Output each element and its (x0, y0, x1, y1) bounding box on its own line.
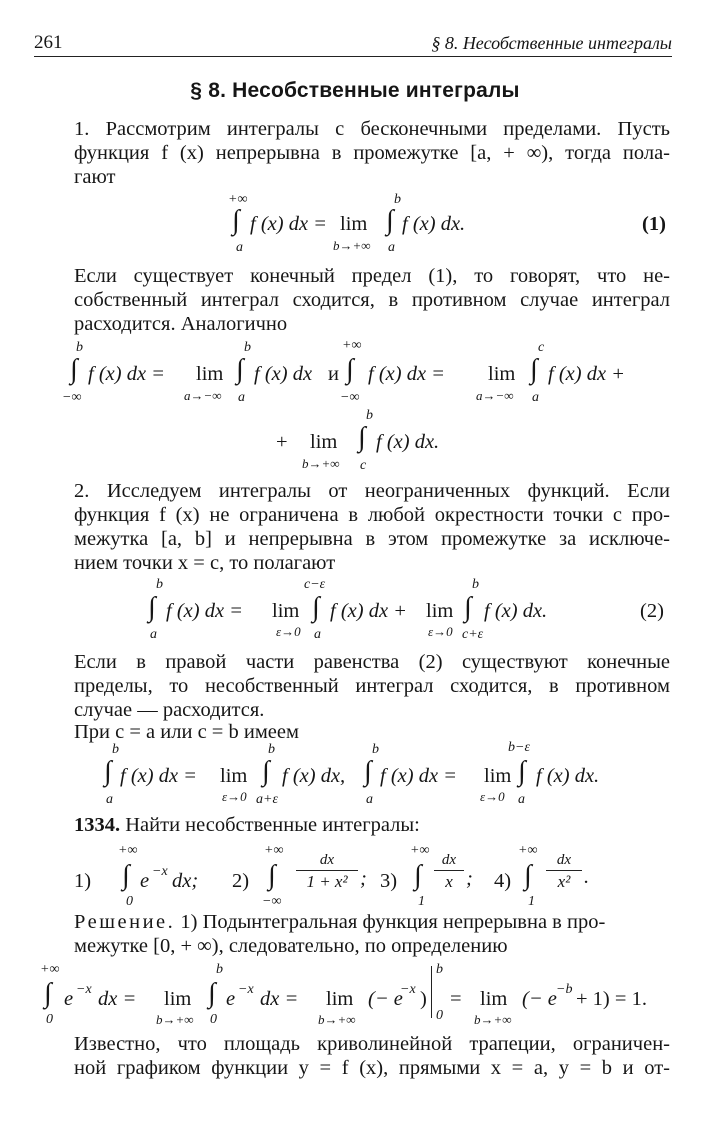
fraction-bar (546, 870, 582, 871)
f6-i2-upper: b (216, 962, 223, 977)
running-title: § 8. Несобственные интегралы (431, 33, 672, 53)
f5-i1-exp: −x (152, 864, 168, 879)
f5-i4-fraction (546, 852, 582, 892)
integral-sign: ∫ (358, 422, 366, 453)
f4-i4-lower: a (518, 792, 525, 807)
f5-i4-num: dx (556, 852, 572, 868)
f1-rhs-lower: a (388, 240, 395, 255)
f2-i1-lower: −∞ (62, 390, 82, 405)
fraction-bar (434, 870, 464, 871)
f1-rhs-upper: b (394, 192, 401, 207)
f5-i1-upper: +∞ (118, 843, 138, 858)
solution-line-1 (74, 910, 670, 935)
f6-i1-lower: 0 (46, 1012, 53, 1027)
f3-i1-lower: a (150, 627, 157, 642)
integral-sign: ∫ (268, 860, 276, 891)
f2-i2-lower: a (238, 390, 245, 405)
f2-i3-body: f (x) dx = (368, 363, 446, 385)
f2-i1-upper: b (76, 340, 83, 355)
f6-lim2-sub: b→+∞ (318, 1012, 356, 1027)
f4-lim2-sub: ε→0 (480, 789, 505, 804)
f6-i2-exp: −x (238, 982, 254, 997)
problem-number: 1334. (74, 814, 121, 836)
f2-i3-lower: −∞ (340, 390, 360, 405)
f4-i3-body: f (x) dx = (380, 765, 458, 787)
f2-plus: + (276, 431, 288, 453)
f2-i5-body: f (x) dx. (376, 431, 440, 453)
integral-sign: ∫ (464, 592, 472, 623)
f1-lim: lim (340, 213, 368, 235)
f5-i2-num: dx (319, 852, 335, 868)
header-rule (34, 56, 672, 57)
f3-lim2-sub: ε→0 (428, 624, 453, 639)
integral-sign: ∫ (44, 978, 52, 1009)
f1-lim-sub: b→+∞ (333, 238, 371, 253)
f5-i1-tail: dx; (172, 870, 199, 892)
f2-i4-upper: c (538, 340, 545, 355)
f3-i2-lower: a (314, 627, 321, 642)
problem-text: Найти несобственные интегралы: (125, 814, 420, 836)
integral-sign: ∫ (236, 354, 244, 385)
p2-line-1: Если существует конечный предел (1), то говорят, что не- (74, 265, 670, 287)
f5-i2-upper: +∞ (264, 843, 284, 858)
f4-i1-body: f (x) dx = (120, 765, 198, 787)
f2-lim3-sub: b→+∞ (302, 456, 340, 471)
p3-line-4: нием точки x = c, то полагают (74, 552, 336, 574)
fraction-bar (296, 870, 358, 871)
f6-i1-exp: −x (76, 982, 92, 997)
problem-statement (74, 813, 420, 838)
p5-line: При c = a или c = b имеем (74, 721, 299, 743)
f1-lower: a (236, 240, 243, 255)
integral-sign: ∫ (346, 354, 354, 385)
integral-sign: ∫ (386, 205, 394, 236)
f4-i2-lower: a+ε (256, 792, 278, 807)
f5-i1-lower: 0 (126, 894, 133, 909)
f5-i2-den: 1 + x² (306, 872, 348, 891)
f6-lim3: lim (480, 988, 508, 1010)
integral-sign: ∫ (104, 756, 112, 787)
evaluation-bar (431, 966, 432, 1018)
f2-i5-upper: b (366, 408, 373, 423)
f4-i2-body: f (x) dx, (282, 765, 346, 787)
f5-i4-tail: . (584, 866, 590, 888)
f4-i3-lower: a (366, 792, 373, 807)
f4-i4-upper: b−ε (508, 740, 530, 755)
f4-i4-body: f (x) dx. (536, 765, 600, 787)
f6-eq: = (450, 988, 462, 1010)
integral-sign: ∫ (524, 860, 532, 891)
f2-i4-body: f (x) dx + (548, 363, 626, 385)
p6-line-1: Известно, что площадь криволинейной трапеции, ограничен- (74, 1033, 670, 1055)
f3-i3-upper: b (472, 577, 479, 592)
f6-paren: (− e (368, 988, 403, 1010)
integral-sign: ∫ (122, 860, 130, 891)
integral-sign: ∫ (232, 205, 240, 236)
f3-i1-body: f (x) dx = (166, 600, 244, 622)
p1-line-3: гают (74, 166, 116, 188)
integral-sign: ∫ (148, 592, 156, 623)
f6-lim2: lim (326, 988, 354, 1010)
f4-lim1-sub: ε→0 (222, 789, 247, 804)
f2-i5-lower: c (360, 458, 367, 473)
f2-lim1: lim (196, 363, 224, 385)
f4-i1-upper: b (112, 742, 119, 757)
f6-bar-upper: b (436, 962, 443, 977)
f3-i3-body: f (x) dx. (484, 600, 548, 622)
f6-i2-body: e (226, 988, 236, 1010)
f2-i1-body: f (x) dx = (88, 363, 166, 385)
f6-i1-upper: +∞ (40, 962, 60, 977)
f3-i1-upper: b (156, 577, 163, 592)
f2-lim1-sub: a→−∞ (184, 388, 222, 403)
equation-number-2: (2) (640, 600, 664, 622)
p1-line-2: функция f (x) непрерывна в промежутке [a, + ∞), тогда пола- (74, 142, 670, 164)
f5-i4-upper: +∞ (518, 843, 538, 858)
f5-i4-lower: 1 (528, 894, 535, 909)
integral-sign: ∫ (312, 592, 320, 623)
integral-sign: ∫ (208, 978, 216, 1009)
f5-i2-tail: ; (360, 868, 367, 890)
f5-i3-tail: ; (466, 868, 473, 890)
f3-i2-body: f (x) dx + (330, 600, 408, 622)
equation-number-1: (1) (642, 213, 666, 235)
f2-i2-body: f (x) dx (254, 363, 313, 385)
f1-lhs: f (x) dx = (250, 213, 328, 235)
integral-sign: ∫ (262, 756, 270, 787)
item-4-label: 4) (494, 870, 512, 892)
f5-i3-lower: 1 (418, 894, 425, 909)
f2-lim2-sub: a→−∞ (476, 388, 514, 403)
f6-i1-body: e (64, 988, 74, 1010)
f5-i1-body: e (140, 870, 150, 892)
integral-sign: ∫ (414, 860, 422, 891)
running-head (34, 32, 672, 56)
integral-sign: ∫ (364, 756, 372, 787)
f3-i3-lower: c+ε (462, 627, 484, 642)
f2-and: и (328, 363, 339, 385)
f6-paren-close: ) (420, 988, 427, 1010)
f4-lim1: lim (220, 765, 248, 787)
f6-i1-tail: dx = (98, 988, 137, 1010)
f4-lim2: lim (484, 765, 512, 787)
f6-i2-tail: dx = (260, 988, 299, 1010)
p4-line-1: Если в правой части равенства (2) существуют конечные (74, 651, 670, 673)
f5-i2-fraction (296, 852, 358, 892)
f4-i2-upper: b (268, 742, 275, 757)
p2-line-2: собственный интеграл сходится, в противном случае интеграл (74, 289, 670, 311)
f5-i4-den: x² (557, 872, 571, 891)
f6-lim1-sub: b→+∞ (156, 1012, 194, 1027)
page-number: 261 (34, 32, 63, 53)
f6-paren-exp: −x (400, 982, 416, 997)
f2-lim3: lim (310, 431, 338, 453)
p4-line-2: пределы, то несобственный интеграл сходится, в противном (74, 675, 670, 697)
p4-line-3: случае — расходится. (74, 699, 265, 721)
integral-sign: ∫ (530, 354, 538, 385)
f2-i3-upper: +∞ (342, 338, 362, 353)
p6-line-2: ной графиком функции y = f (x), прямыми x = a, y = b и от- (74, 1057, 670, 1079)
f5-i3-upper: +∞ (410, 843, 430, 858)
item-2-label: 2) (232, 870, 250, 892)
p3-line-2: функция f (x) не ограничена в любой окрестности точки c про- (74, 504, 670, 526)
f6-lim1: lim (164, 988, 192, 1010)
f6-final: (− e (522, 988, 557, 1010)
f5-i3-fraction (434, 852, 464, 892)
f6-i2-lower: 0 (210, 1012, 217, 1027)
solution-label: Решение. (74, 911, 176, 933)
f6-bar-lower: 0 (436, 1008, 443, 1023)
f6-final-exp: −b (556, 982, 573, 997)
solution-line-2: межутке [0, + ∞), следовательно, по определению (74, 935, 508, 957)
f3-lim2: lim (426, 600, 454, 622)
f1-upper: +∞ (228, 192, 248, 207)
f5-i3-den: x (445, 872, 453, 891)
f1-rhs: f (x) dx. (402, 213, 466, 235)
f4-i1-lower: a (106, 792, 113, 807)
f2-i4-lower: a (532, 390, 539, 405)
item-1-label: 1) (74, 870, 92, 892)
section-title: § 8. Несобственные интегралы (190, 79, 520, 102)
item-3-label: 3) (380, 870, 398, 892)
f6-final-tail: + 1) = 1. (576, 988, 647, 1010)
f3-lim1: lim (272, 600, 300, 622)
f5-i3-num: dx (441, 852, 457, 868)
p3-line-3: межутка [a, b] и непрерывна в этом промежутке за исключе- (74, 528, 670, 550)
f3-i2-upper: c−ε (304, 577, 326, 592)
f6-lim3-sub: b→+∞ (474, 1012, 512, 1027)
solution-text: 1) Подынтегральная функция непрерывна в про- (180, 911, 606, 933)
p3-line-1: 2. Исследуем интегралы от неограниченных функций. Если (74, 480, 670, 502)
integral-sign: ∫ (70, 354, 78, 385)
f3-lim1-sub: ε→0 (276, 624, 301, 639)
f4-i3-upper: b (372, 742, 379, 757)
f5-i2-lower: −∞ (262, 894, 282, 909)
integral-sign: ∫ (518, 756, 526, 787)
p1-line-1: 1. Рассмотрим интегралы с бесконечными пределами. Пусть (74, 118, 670, 140)
f2-lim2: lim (488, 363, 516, 385)
f2-i2-upper: b (244, 340, 251, 355)
p2-line-3: расходится. Аналогично (74, 313, 288, 335)
